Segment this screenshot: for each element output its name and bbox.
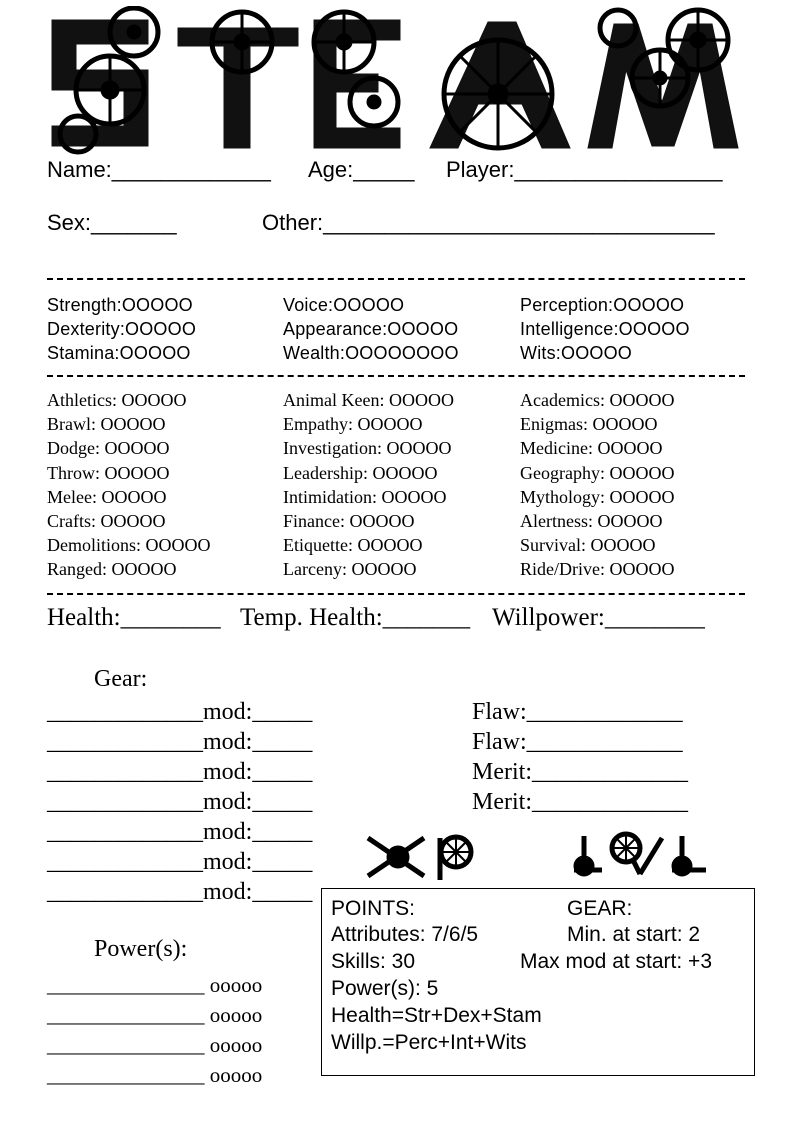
points-heading: POINTS: — [331, 897, 416, 920]
powers-heading: Power(s): — [94, 936, 188, 962]
skill-ranged[interactable]: Ranged: OOOOO — [47, 559, 177, 580]
attribute-voice[interactable]: Voice:OOOOO — [283, 295, 405, 315]
gear-row[interactable]: _____________mod:_____ — [47, 879, 313, 905]
skill-academics[interactable]: Academics: OOOOO — [520, 390, 675, 410]
level-gear-icon — [570, 828, 710, 880]
gear-min-start: Min. at start: 2 — [567, 923, 701, 946]
attribute-perception[interactable]: Perception:OOOOO — [520, 295, 685, 315]
merits-flaws-list — [472, 697, 688, 817]
merit-field[interactable]: Merit:_____________ — [472, 789, 688, 815]
gear-row[interactable]: _____________mod:_____ — [47, 789, 313, 815]
temp-health-field[interactable]: Temp. Health:_______ — [240, 604, 471, 631]
player-field[interactable]: Player:_________________ — [446, 157, 723, 182]
gear-row[interactable]: _____________mod:_____ — [47, 699, 313, 725]
name-field[interactable]: Name:_____________ — [47, 157, 271, 182]
skill-etiquette[interactable]: Etiquette: OOOOO — [283, 535, 423, 556]
attribute-intelligence[interactable]: Intelligence:OOOOO — [520, 319, 690, 339]
attribute-wits[interactable]: Wits:OOOOO — [520, 343, 632, 363]
skill-athletics[interactable]: Athletics: OOOOO — [47, 390, 187, 410]
skills-col-1 — [47, 388, 211, 582]
points-powers: Power(s): 5 — [331, 977, 439, 1000]
skill-investigation[interactable]: Investigation: OOOOO — [283, 438, 452, 459]
skill-survival[interactable]: Survival: OOOOO — [520, 535, 656, 556]
skill-alertness[interactable]: Alertness: OOOOO — [520, 511, 663, 532]
age-field[interactable]: Age:_____ — [308, 157, 415, 182]
skill-ride-drive[interactable]: Ride/Drive: OOOOO — [520, 559, 675, 580]
willpower-field[interactable]: Willpower:________ — [492, 604, 705, 631]
skill-crafts[interactable]: Crafts: OOOOO — [47, 511, 166, 532]
gear-row[interactable]: _____________mod:_____ — [47, 729, 313, 755]
points-attributes: Attributes: 7/6/5 — [331, 923, 479, 946]
attribute-stamina[interactable]: Stamina:OOOOO — [47, 343, 191, 363]
skill-enigmas[interactable]: Enigmas: OOOOO — [520, 414, 658, 435]
gear-list — [47, 697, 312, 907]
skill-empathy[interactable]: Empathy: OOOOO — [283, 414, 423, 435]
gear-heading: Gear: — [94, 666, 148, 692]
skills-col-3 — [520, 388, 675, 582]
power-row[interactable]: _______________ ooooo — [47, 1003, 263, 1027]
skill-demolitions[interactable]: Demolitions: OOOOO — [47, 535, 211, 556]
attributes-social — [283, 293, 459, 365]
gear-max-mod: Max mod at start: +3 — [520, 950, 712, 973]
gear-row[interactable]: _____________mod:_____ — [47, 849, 313, 875]
rule-willpower: Willp.=Perc+Int+Wits — [331, 1031, 527, 1054]
powers-list — [47, 970, 262, 1090]
attributes-physical — [47, 293, 196, 365]
sex-field[interactable]: Sex:_______ — [47, 210, 177, 235]
flaw-field[interactable]: Flaw:_____________ — [472, 699, 683, 725]
skill-geography[interactable]: Geography: OOOOO — [520, 462, 675, 483]
attribute-wealth[interactable]: Wealth:OOOOOOOO — [283, 343, 459, 363]
attribute-dexterity[interactable]: Dexterity:OOOOO — [47, 319, 197, 339]
gear-row[interactable]: _____________mod:_____ — [47, 819, 313, 845]
power-row[interactable]: _______________ ooooo — [47, 1063, 263, 1087]
flaw-field[interactable]: Flaw:_____________ — [472, 729, 683, 755]
attributes-mental — [520, 293, 690, 365]
skill-mythology[interactable]: Mythology: OOOOO — [520, 486, 675, 507]
skills-col-2 — [283, 388, 454, 582]
divider — [47, 375, 745, 377]
skill-intimidation[interactable]: Intimidation: OOOOO — [283, 486, 447, 507]
skill-medicine[interactable]: Medicine: OOOOO — [520, 438, 663, 459]
rule-health: Health=Str+Dex+Stam — [331, 1004, 542, 1027]
attribute-strength[interactable]: Strength:OOOOO — [47, 295, 193, 315]
other-field[interactable]: Other:________________________________ — [262, 210, 715, 235]
health-field[interactable]: Health:________ — [47, 604, 221, 631]
skill-melee[interactable]: Melee: OOOOO — [47, 486, 167, 507]
skill-leadership[interactable]: Leadership: OOOOO — [283, 462, 438, 483]
skill-larceny[interactable]: Larceny: OOOOO — [283, 559, 417, 580]
power-row[interactable]: _______________ ooooo — [47, 973, 263, 997]
skill-dodge[interactable]: Dodge: OOOOO — [47, 438, 170, 459]
skill-animal-keen[interactable]: Animal Keen: OOOOO — [283, 390, 454, 410]
points-skills: Skills: 30 — [331, 950, 416, 973]
skill-finance[interactable]: Finance: OOOOO — [283, 511, 415, 532]
steam-logo — [48, 6, 748, 156]
gear-row[interactable]: _____________mod:_____ — [47, 759, 313, 785]
divider — [47, 278, 745, 280]
skill-brawl[interactable]: Brawl: OOOOO — [47, 414, 166, 435]
gear-rules-heading: GEAR: — [567, 897, 633, 920]
skill-throw[interactable]: Throw: OOOOO — [47, 462, 170, 483]
divider — [47, 593, 745, 595]
merit-field[interactable]: Merit:_____________ — [472, 759, 688, 785]
xp-gear-icon — [364, 832, 476, 882]
rules-summary-box — [321, 888, 755, 1076]
power-row[interactable]: _______________ ooooo — [47, 1033, 263, 1057]
attribute-appearance[interactable]: Appearance:OOOOO — [283, 319, 459, 339]
